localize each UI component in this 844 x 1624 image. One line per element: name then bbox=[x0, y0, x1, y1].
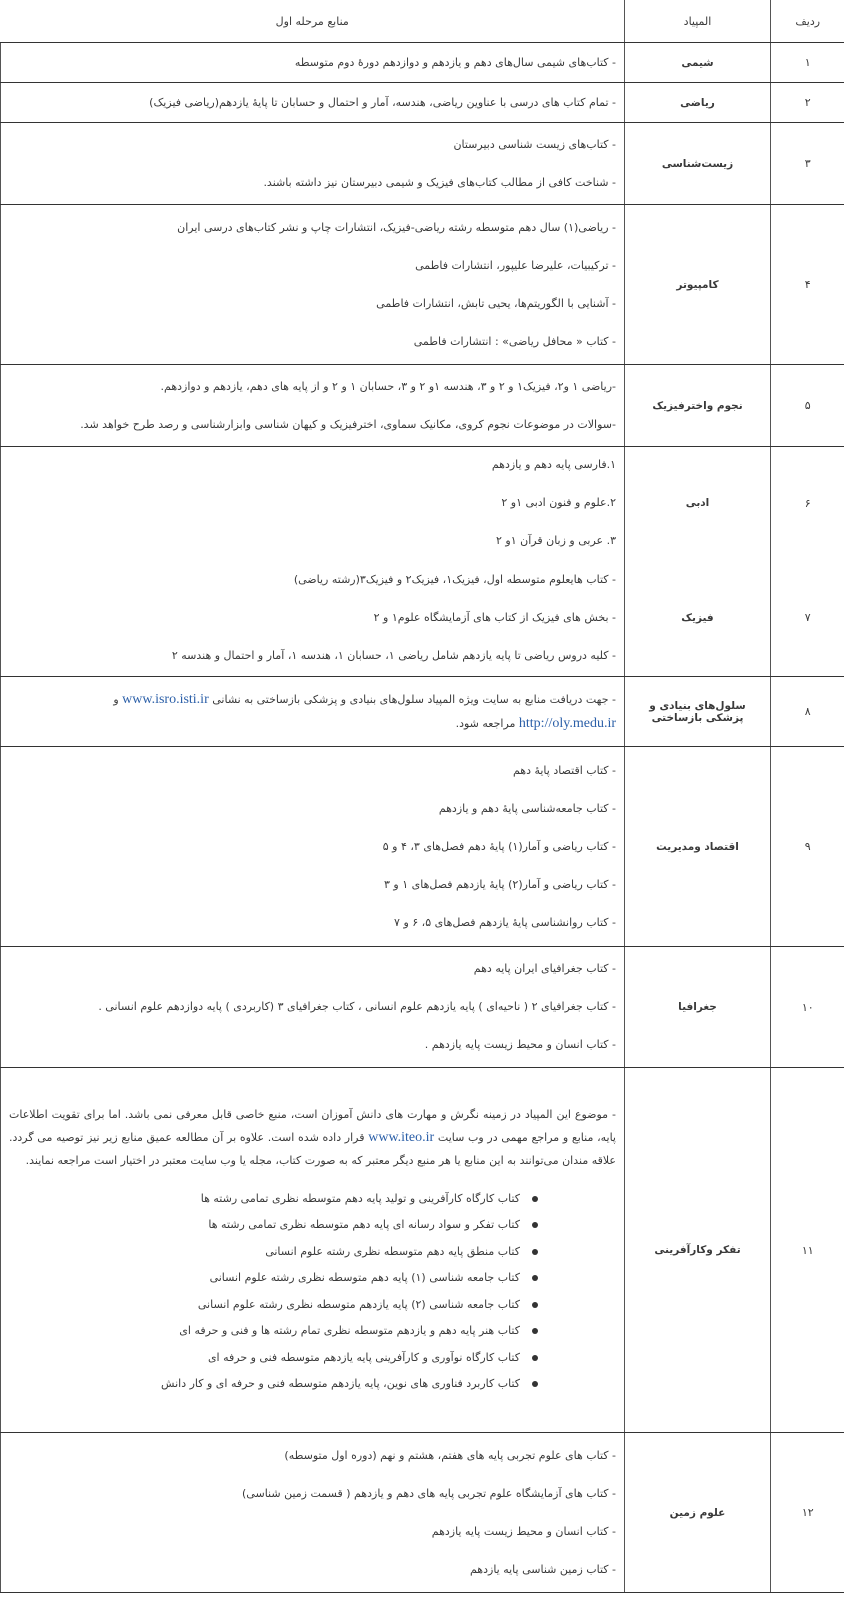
source-line: - کتاب‌های شیمی سال‌های دهم و یازدهم و دوازدهم دورهٔ دوم متوسطه bbox=[294, 55, 616, 69]
list-item bbox=[9, 1212, 616, 1239]
row-number: ۳ bbox=[771, 123, 844, 205]
table-row bbox=[1, 1433, 844, 1593]
list-item-text: کتاب کارگاه نوآوری و کارآفرینی پایه یازدهم متوسطه فنی و حرفه ای bbox=[207, 1350, 520, 1364]
bullet-dot-icon bbox=[532, 1355, 538, 1361]
bullet-dot-icon bbox=[532, 1328, 538, 1334]
olympiad-name: علوم زمین bbox=[625, 1433, 771, 1593]
source-line: - کتاب روانشناسی پایهٔ یازدهم فصل‌های ۵، ۶ و ۷ bbox=[394, 915, 616, 929]
sources-cell bbox=[1, 83, 625, 123]
source-line: - کتاب انسان و محیط زیست پایه یازدهم . bbox=[424, 1038, 616, 1051]
sources-cell bbox=[1, 947, 625, 1068]
source-line: - کتاب جامعه‌شناسی پایهٔ دهم و یازدهم bbox=[438, 801, 616, 815]
row-number: ۱۱ bbox=[771, 1068, 844, 1433]
olympiad-name: اقتصاد ومدیریت bbox=[625, 747, 771, 947]
source-line: ۲.علوم و فنون ادبی ۱و ۲ bbox=[501, 496, 616, 510]
source-text: قرار داده شده است. علاوه بر آن مطالعه عمیق منابع زیر نیز توصیه می گردد. علاقه مندان می‌توانند به این منابع یا هر منبع دیگر معتبر که به صورت کتاب، مجله یا وب سایت معتبر در اختیار است مراجعه نمایند. bbox=[9, 1130, 616, 1167]
list-item bbox=[9, 1292, 616, 1319]
olympiad-name: کامپیوتر bbox=[625, 205, 771, 365]
bullet-dot-icon bbox=[532, 1196, 538, 1202]
source-line: - کتاب زمین شناسی پایه یازدهم bbox=[469, 1562, 616, 1576]
source-line: -سوالات در موضوعات نجوم کروی، مکانیک سماوی، اخترفیزیک و کیهان شناسی وابزارشناسی و رصد طرح خواهد شد. bbox=[80, 417, 616, 431]
row-number: ۴ bbox=[771, 205, 844, 365]
row-number: ۶ bbox=[804, 496, 811, 510]
list-item bbox=[9, 1186, 616, 1213]
source-line: - کتاب انسان و محیط زیست پایه یازدهم bbox=[431, 1524, 616, 1538]
table-row bbox=[1, 83, 844, 123]
source-line: -ریاضی ۱ و۲، فیزیک۱ و ۲ و ۳، هندسه ۱و ۲ و ۳، حسابان ۱ و ۲ و از پایه های دهم، یازدهم و دوازدهم. bbox=[160, 379, 616, 393]
source-line: - بخش های فیزیک از کتاب های آزمایشگاه علوم۱ و ۲ bbox=[373, 610, 616, 624]
sources-cell bbox=[1, 747, 625, 947]
sources-cell bbox=[1, 1068, 625, 1433]
source-line: - کتاب‌های زیست شناسی دبیرستان bbox=[453, 137, 616, 151]
list-item-text: کتاب هنر پایه دهم و یازدهم متوسطه نظری تمام رشته ها و فنی و حرفه ای bbox=[179, 1324, 520, 1337]
list-item bbox=[9, 1318, 616, 1345]
source-line: - کلیه دروس ریاضی تا پایه یازدهم شامل ریاضی ۱، حسابان ۱، هندسه ۱، آمار و احتمال و هندسه ۲ bbox=[171, 648, 616, 662]
source-text: مراجعه شود. bbox=[455, 716, 516, 730]
list-item bbox=[9, 1345, 616, 1372]
row-number: ۸ bbox=[771, 677, 844, 747]
table-row bbox=[1, 43, 844, 83]
sources-cell bbox=[1, 123, 625, 205]
table-header-row bbox=[1, 0, 844, 43]
source-line: - کتاب جغرافیای ۲ ( ناحیه‌ای ) پایه یازدهم علوم انسانی ، کتاب جغرافیای ۳ (کاربردی ) پایه دوازدهم علوم انسانی . bbox=[98, 1000, 616, 1013]
source-text: - موضوع این المپیاد در زمینه نگرش و مهارت های دانش آموزان است، منبع خاصی قابل معرفی نمی باشد. اما برای تقویت اطلاعات پایه، منابع و مراجع مهمی در وب سایت bbox=[9, 1107, 616, 1144]
table-row bbox=[1, 205, 844, 365]
list-item-text: کتاب تفکر و سواد رسانه ای پایه دهم متوسطه نظری تمامی رشته ها bbox=[208, 1218, 520, 1231]
bullet-dot-icon bbox=[532, 1222, 538, 1228]
bullet-dot-icon bbox=[532, 1275, 538, 1281]
olympiad-name: شیمی bbox=[625, 43, 771, 83]
source-line: - کتاب ریاضی و آمار(۱) پایهٔ دهم فصل‌های ۳، ۴ و ۵ bbox=[382, 839, 616, 853]
source-line: - کتاب های علوم تجربی پایه های هفتم، هشتم و نهم (دوره اول متوسطه) bbox=[284, 1448, 616, 1462]
table-row bbox=[1, 123, 844, 205]
sources-cell bbox=[1, 677, 625, 747]
table-row bbox=[1, 747, 844, 947]
source-line: - شناخت کافی از مطالب کتاب‌های فیزیک و شیمی دبیرستان نیز داشته باشند. bbox=[263, 175, 616, 189]
oly-medu-link[interactable]: http://oly.medu.ir bbox=[518, 715, 616, 731]
table-row bbox=[1, 947, 844, 1068]
list-item-text: کتاب کارگاه کارآفرینی و تولید پایه دهم متوسطه نظری تمامی رشته ها bbox=[200, 1191, 520, 1205]
source-line: - ترکیبیات، علیرضا علیپور، انتشارات فاطمی bbox=[415, 258, 616, 272]
list-item bbox=[9, 1265, 616, 1292]
table-row bbox=[1, 365, 844, 447]
header-sources: منابع مرحله اول bbox=[1, 0, 625, 43]
row-number: ۵ bbox=[771, 365, 844, 447]
sources-cell bbox=[1, 205, 625, 365]
source-line: - ریاضی(۱) سال دهم متوسطه رشته ریاضی-فیزیک، انتشارات چاپ و نشر کتاب‌های درسی ایران bbox=[177, 220, 616, 234]
source-line: ۱.فارسی پایه دهم و یازدهم bbox=[491, 458, 616, 472]
source-line: - کتاب « محافل ریاضی» : انتشارات فاطمی bbox=[413, 334, 616, 348]
list-item-text: کتاب جامعه شناسی (۲) پایه یازدهم متوسطه نظری رشته علوم انسانی bbox=[197, 1297, 520, 1311]
header-row-number: ردیف bbox=[771, 0, 844, 43]
sources-cell bbox=[1, 43, 625, 83]
olympiad-name: فیزیک bbox=[625, 560, 771, 677]
list-item bbox=[9, 1371, 616, 1398]
olympiad-name: سلول‌های بنیادی و پزشکی بازساختی bbox=[625, 677, 771, 747]
list-item bbox=[9, 1239, 616, 1266]
olympiad-name: جغرافیا bbox=[625, 947, 771, 1068]
row-number: ۹ bbox=[771, 747, 844, 947]
source-line: - تمام کتاب های درسی با عناوین ریاضی، هندسه، آمار و احتمال و حسابان تا پایهٔ یازدهم(ریاضی فیزیک) bbox=[149, 95, 616, 109]
source-line: - کتاب جغرافیای ایران پایه دهم bbox=[473, 962, 616, 975]
source-text: و bbox=[113, 692, 119, 706]
source-line bbox=[9, 716, 616, 732]
row-number: ۱۰ bbox=[771, 947, 844, 1068]
olympiad-name: تفکر وکارآفرینی bbox=[625, 1068, 771, 1433]
source-text: - جهت دریافت منابع به سایت ویژه المپیاد سلول‌های بنیادی و پزشکی بازساختی به نشانی bbox=[212, 692, 616, 706]
source-line: - کتاب های آزمایشگاه علوم تجربی پایه های دهم و یازدهم ( قسمت زمین شناسی) bbox=[242, 1486, 616, 1500]
table-row bbox=[1, 560, 844, 677]
bullet-dot-icon bbox=[532, 1249, 538, 1255]
isro-link[interactable]: www.isro.isti.ir bbox=[122, 691, 209, 707]
bullet-dot-icon bbox=[532, 1381, 538, 1387]
source-line: - کتاب اقتصاد پایهٔ دهم bbox=[512, 763, 616, 777]
olympiad-name: زیست‌شناسی bbox=[625, 123, 771, 205]
header-olympiad: المپیاد bbox=[625, 0, 771, 43]
olympiad-name: ریاضی bbox=[625, 83, 771, 123]
source-line: - کتاب ریاضی و آمار(۲) پایهٔ یازدهم فصل‌های ۱ و ۳ bbox=[383, 877, 616, 891]
row-number: ۷ bbox=[771, 560, 844, 677]
sources-cell bbox=[1, 560, 625, 677]
row-number: ۱۲ bbox=[771, 1433, 844, 1593]
list-item-text: کتاب منطق پایه دهم متوسطه نظری رشته علوم انسانی bbox=[265, 1244, 520, 1258]
row-number: ۲ bbox=[771, 83, 844, 123]
bullet-dot-icon bbox=[532, 1302, 538, 1308]
row-number: ۱ bbox=[771, 43, 844, 83]
iteo-link[interactable]: www.iteo.ir bbox=[368, 1129, 435, 1145]
sources-cell bbox=[1, 447, 625, 560]
olympiad-name: نجوم واخترفیزیک bbox=[625, 365, 771, 447]
book-list bbox=[9, 1186, 616, 1398]
source-line: - کتاب هایعلوم متوسطه اول، فیزیک۱، فیزیک۲ و فیزیک۳(رشته ریاضی) bbox=[293, 572, 616, 586]
source-line: ۳. عربی و زبان قرآن ۱و ۲ bbox=[496, 534, 616, 548]
table-row bbox=[1, 447, 844, 560]
source-paragraph bbox=[9, 1103, 616, 1172]
source-line: - آشنایی با الگوریتم‌ها، یحیی تابش، انتشارات فاطمی bbox=[376, 296, 616, 310]
source-line bbox=[9, 692, 616, 708]
list-item-text: کتاب کاربرد فناوری های نوین، پایه یازدهم متوسطه فنی و حرفه ای و کار دانش bbox=[161, 1377, 520, 1390]
sources-cell bbox=[1, 365, 625, 447]
list-item-text: کتاب جامعه شناسی (۱) پایه دهم متوسطه نظری رشته علوم انسانی bbox=[209, 1271, 520, 1284]
olympiad-name: ادبی bbox=[625, 447, 771, 560]
table-row bbox=[1, 1068, 844, 1433]
sources-cell bbox=[1, 1433, 625, 1593]
table-row bbox=[1, 677, 844, 747]
